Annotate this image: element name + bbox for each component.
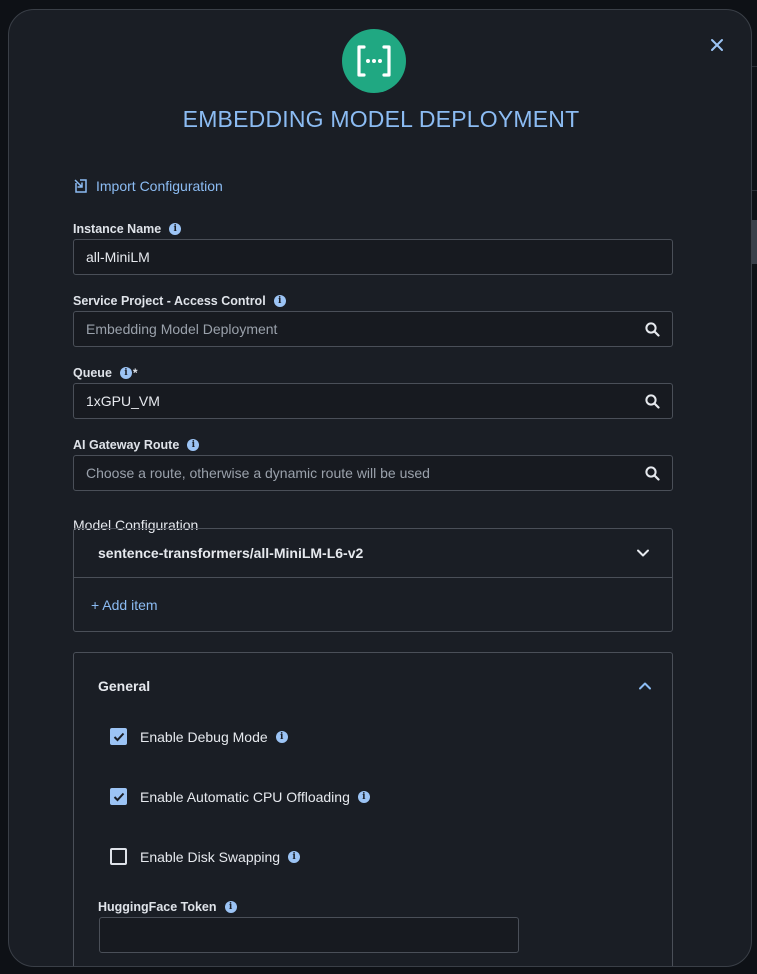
code-brackets-icon (354, 44, 394, 78)
chevron-down-icon (636, 548, 650, 558)
disk-swapping-label: Enable Disk Swapping (140, 848, 281, 865)
debug-mode-label: Enable Debug Mode (140, 728, 268, 745)
general-section-title: General (98, 678, 151, 694)
disk-swapping-checkbox[interactable] (110, 848, 127, 865)
chevron-up-icon (638, 681, 652, 691)
info-icon[interactable]: i (225, 901, 237, 913)
debug-mode-option (110, 728, 288, 745)
close-button[interactable] (706, 34, 728, 56)
ai-gateway-route-input[interactable] (73, 455, 673, 491)
model-item-name: sentence-transformers/all-MiniLM-L6-v2 (98, 545, 364, 561)
queue-value: 1xGPU_VM (86, 393, 160, 409)
service-project-input[interactable] (73, 311, 673, 347)
search-icon[interactable] (644, 393, 660, 409)
info-icon[interactable]: i (120, 367, 132, 379)
instance-name-input[interactable] (73, 239, 673, 275)
info-icon[interactable]: i (358, 791, 370, 803)
info-icon[interactable]: i (169, 223, 181, 235)
add-item-button[interactable]: + Add item (91, 597, 158, 613)
required-marker: * (132, 366, 138, 380)
ai-gateway-route-label: AI Gateway Route i (73, 438, 199, 452)
model-item[interactable] (74, 529, 672, 578)
ai-gateway-route-placeholder: Choose a route, otherwise a dynamic route will be used (86, 465, 430, 481)
import-configuration-link[interactable] (73, 178, 223, 194)
search-icon[interactable] (644, 465, 660, 481)
model-configuration-list (73, 528, 673, 632)
queue-label: Queue i * (73, 366, 138, 380)
info-icon[interactable]: i (288, 851, 300, 863)
debug-mode-checkbox[interactable] (110, 728, 127, 745)
import-icon (73, 178, 89, 194)
cpu-offloading-label: Enable Automatic CPU Offloading (140, 788, 350, 805)
huggingface-token-label: HuggingFace Token i (98, 900, 237, 914)
queue-input[interactable] (73, 383, 673, 419)
info-icon[interactable]: i (187, 439, 199, 451)
cpu-offloading-checkbox[interactable] (110, 788, 127, 805)
checkmark-icon (113, 732, 125, 742)
huggingface-token-input[interactable] (99, 917, 519, 953)
deployment-dialog (8, 9, 752, 967)
import-configuration-label: Import Configuration (96, 178, 223, 194)
close-icon (710, 38, 724, 52)
search-icon[interactable] (644, 321, 660, 337)
service-project-placeholder: Embedding Model Deployment (86, 321, 278, 337)
general-section-header[interactable] (98, 678, 652, 694)
cpu-offloading-option (110, 788, 370, 805)
checkmark-icon (113, 792, 125, 802)
instance-name-label: Instance Name i (73, 222, 181, 236)
backdrop-scrollbar (752, 220, 757, 264)
service-project-label: Service Project - Access Control i (73, 294, 286, 308)
info-icon[interactable]: i (276, 731, 288, 743)
app-logo (342, 29, 406, 93)
instance-name-value: all-MiniLM (86, 249, 150, 265)
dialog-title: EMBEDDING MODEL DEPLOYMENT (182, 106, 580, 132)
general-section (73, 652, 673, 967)
model-configuration-label: Model Configuration (73, 517, 199, 533)
disk-swapping-option (110, 848, 300, 865)
info-icon[interactable]: i (274, 295, 286, 307)
